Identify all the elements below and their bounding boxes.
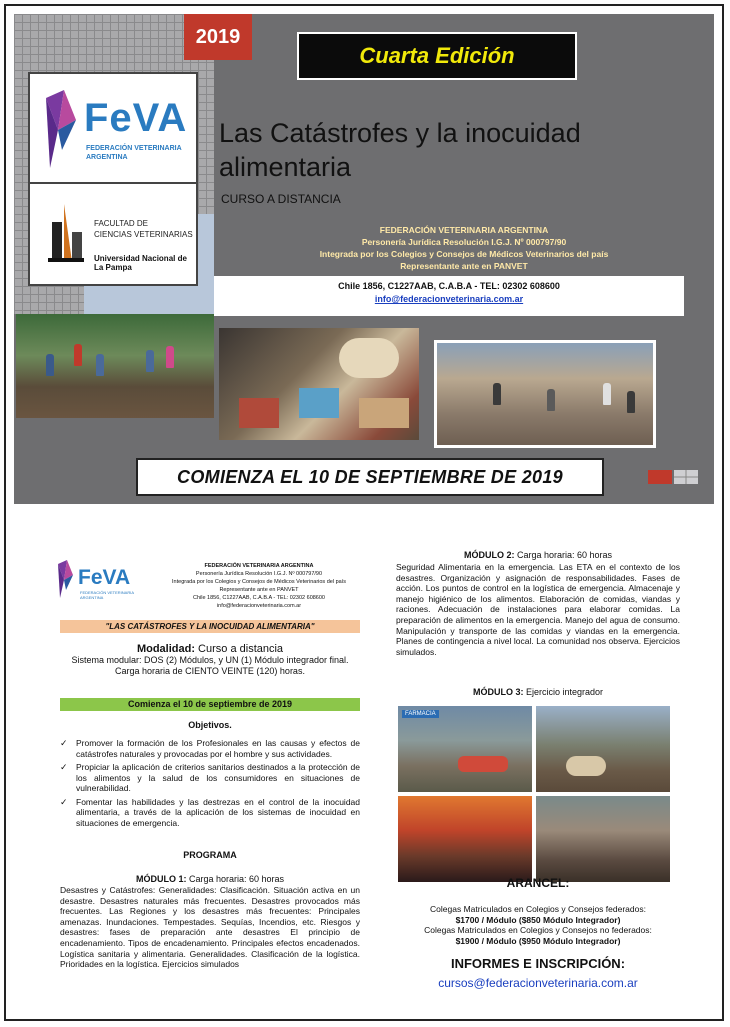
decorative-squares-icon xyxy=(648,470,698,484)
year-badge: 2019 xyxy=(184,14,252,60)
list-item xyxy=(60,762,360,794)
arancel-no-federados-price: $1900 / Módulo ($950 Módulo Integrador) xyxy=(455,935,621,946)
modulo2-label: MÓDULO 2: xyxy=(463,550,515,560)
feva-sub-line2: ARGENTINA xyxy=(86,154,128,161)
modulo1-hours: Carga horaria: 60 horas xyxy=(186,874,285,884)
feva-logo xyxy=(28,72,198,190)
modulo2-heading xyxy=(396,550,680,561)
informes-title: INFORMES E INSCRIPCIÓN: xyxy=(450,956,626,971)
arancel-details xyxy=(396,904,680,946)
fcv-mark-icon xyxy=(46,202,86,264)
feva-name: FeVA xyxy=(84,96,188,140)
check-icon: ✓ xyxy=(60,738,68,748)
flooded-street-photo xyxy=(536,706,670,792)
org-line: FEDERACIÓN VETERINARIA ARGENTINA xyxy=(379,225,549,235)
check-icon: ✓ xyxy=(60,762,68,772)
poster-address: Chile 1856, C1227AAB, C.A.B.A - TEL: 02302 608600 xyxy=(338,281,560,291)
modulo1-label: MÓDULO 1: xyxy=(135,874,187,884)
flyer-org-info xyxy=(156,562,362,610)
course-flyer xyxy=(52,548,680,998)
objetivo-text: Promover la formación de los Profesionales en las causas y efectos de catástrofes naturales y provocadas por el hombre y sus actividades. xyxy=(76,738,360,759)
flyer-feva-sub: FEDERACIÓN VETERINARIA ARGENTINA xyxy=(80,590,134,600)
org-line: Representante ante en PANVET xyxy=(400,261,528,271)
modulo2-hours: Carga horaria: 60 horas xyxy=(514,550,613,560)
programa-title: PROGRAMA xyxy=(183,850,237,860)
org-line: Personería Jurídica Resolución I.G.J. Nº 000797/90 xyxy=(361,237,567,247)
modulo1-heading xyxy=(60,874,360,885)
feva-subtitle xyxy=(86,144,182,162)
modalidad-block xyxy=(60,644,360,677)
flyer-feva-logo xyxy=(56,560,138,604)
objetivos-title: Objetivos. xyxy=(188,720,232,730)
objetivos-list xyxy=(60,738,360,831)
modulo1-body: Desastres y Catástrofes: Generalidades: Clasificación. Situación activa en un desastre. Desastres naturales más frecuentes. Desastres provocados más frecuentes. Las Regiones y los desastres más frecuentes: Principales amenazas. Inundaciones. Tempestades. Sequías, Incendios, etc. Riesgos y desastres: fases de preparación ante desastres El principio de encadenamiento. Tipos de encadenamiento. Principales efectos encadenados. Logística sanitaria y alimentaria. Generalidades. Clasificación de la logística. Prioridades en la logística. Ejercicios simulados xyxy=(60,885,360,970)
modulo3-heading xyxy=(396,687,680,698)
arancel-federados-price: $1700 / Módulo ($850 Módulo Integrador) xyxy=(455,914,621,925)
org-email[interactable]: info@federacionveterinaria.com.ar xyxy=(216,603,302,609)
course-title-bar: "LAS CATÁSTROFES Y LA INOCUIDAD ALIMENTARIA" xyxy=(60,620,360,633)
org-line: Integrada por los Colegios y Consejos de Médicos Veterinarios del país xyxy=(319,249,609,259)
list-item xyxy=(60,797,360,829)
fcv-line2: CIENCIAS VETERINARIAS xyxy=(94,230,193,239)
flyer-feva-name: FeVA xyxy=(78,566,131,589)
fcv-line1: FACULTAD DE xyxy=(94,219,148,228)
flood-rescue-photo xyxy=(16,314,214,418)
flooded-pharmacy-photo xyxy=(398,706,532,792)
arancel-title: ARANCEL: xyxy=(506,876,570,890)
feva-mark-icon xyxy=(42,90,80,172)
list-item xyxy=(60,738,360,759)
feva-sub-line1: FEDERACIÓN VETERINARIA xyxy=(86,145,182,152)
poster xyxy=(14,14,714,504)
sistema-text: Sistema modular: DOS (2) Módulos, y UN (1) Módulo integrador final. xyxy=(71,655,349,665)
modalidad-label: Modalidad: xyxy=(136,643,195,655)
inscripcion-email-link[interactable]: cursos@federacionveterinaria.com.ar xyxy=(438,976,638,990)
org-line: Integrada por los Colegios y Consejos de Médicos Veterinarios del país xyxy=(172,579,346,585)
fcv-text xyxy=(94,218,193,240)
poster-title: Las Catástrofes y la inocuidad alimentaria xyxy=(219,118,581,182)
pharmacy-sign: FARMACIA xyxy=(402,710,439,718)
poster-org-info xyxy=(234,224,694,272)
fcv-university: Universidad Nacional de La Pampa xyxy=(94,254,187,272)
objetivo-text: Propiciar la aplicación de criterios sanitarios destinados a la protección de los alimentos y la salud de los consumidores en situaciones de vulnerabilidad. xyxy=(76,762,360,793)
rubble-street-photo xyxy=(434,340,656,448)
modulo3-value: Ejercicio integrador xyxy=(523,687,604,697)
start-date-banner: COMIENZA EL 10 DE SEPTIEMBRE DE 2019 xyxy=(136,458,604,496)
arancel-federados: Colegas Matriculados en Colegios y Consejos federados: xyxy=(430,904,646,914)
edition-banner: Cuarta Edición xyxy=(297,32,577,80)
carga-text: Carga horaria de CIENTO VEINTE (120) horas. xyxy=(115,666,305,676)
modulo2-body: Seguridad Alimentaria en la emergencia. Las ETA en el contexto de los desastres. Organización y asignación de responsabilidades. Fases de acción. Los puntos de control en la logística de emergencia. Almacenaje y manejo higiénico de los alimentos. Elaboración de comidas, viandas y raciones. Adecuación de instalaciones para elaborar comidas. La preparación de alimentos en la emergencia. Manejo del agua de consumo. Manipulación y transporte de las comidas y viandas en la emergencia. Planes de contingencia a nivel local. La comunidad nos observa. Ejercicios simulados. xyxy=(396,562,680,657)
disaster-photo-grid xyxy=(398,706,670,882)
org-line: FEDERACIÓN VETERINARIA ARGENTINA xyxy=(204,563,314,569)
food-supplies-photo xyxy=(219,328,419,440)
org-line: Chile 1856, C1227AAB, C.A.B.A - TEL: 02302 608600 xyxy=(193,595,325,601)
arancel-no-federados: Colegas Matriculados en Colegios y Consejos no federados: xyxy=(424,925,652,936)
org-line: Representante ante en PANVET xyxy=(219,587,299,593)
fcv-logo xyxy=(28,182,198,286)
poster-email-link[interactable]: info@federacionveterinaria.com.ar xyxy=(374,294,524,304)
damaged-building-photo xyxy=(536,796,670,882)
start-date-bar: Comienza el 10 de septiembre de 2019 xyxy=(60,698,360,711)
wildfire-photo xyxy=(398,796,532,882)
modalidad-value: Curso a distancia xyxy=(195,643,284,655)
check-icon: ✓ xyxy=(60,796,68,807)
feva-mark-icon xyxy=(56,560,74,600)
org-line: Personería Jurídica Resolución I.G.J. Nº 000797/90 xyxy=(195,571,323,577)
poster-subtitle: CURSO A DISTANCIA xyxy=(221,192,341,206)
objetivo-text: Fomentar las habilidades y las destrezas en el control de la inocuidad alimentaria, a través de la aplicación de los sistemas de inocuidad en situaciones de emergencia. xyxy=(76,796,360,828)
poster-contact xyxy=(214,276,684,316)
modulo3-label: MÓDULO 3: xyxy=(472,687,524,697)
